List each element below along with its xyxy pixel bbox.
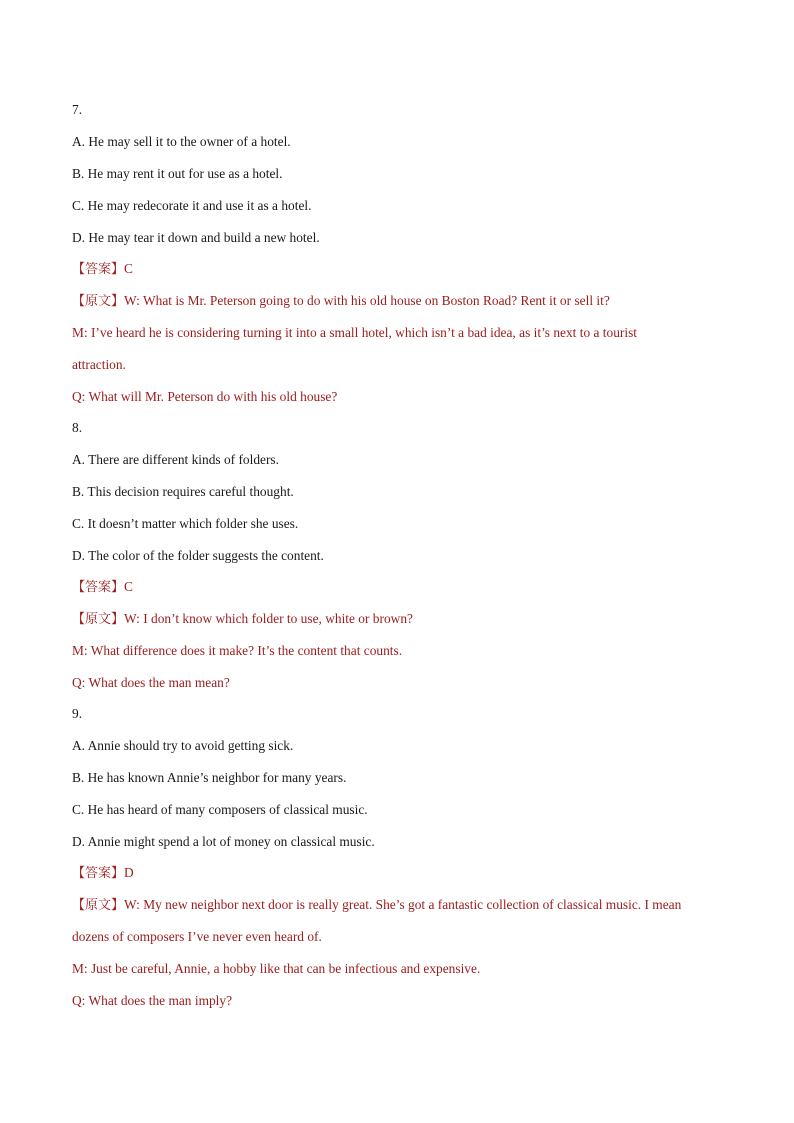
- answer-line: [72, 579, 133, 596]
- transcript-label: 【原文】: [72, 294, 125, 309]
- transcript-label: 【原文】: [72, 898, 125, 913]
- transcript-text: attraction.: [72, 357, 126, 372]
- transcript-text: W: My new neighbor next door is really great. She’s got a fantastic collection of classical music. I mean: [124, 897, 682, 912]
- option-d: D. He may tear it down and build a new hotel.: [72, 230, 320, 245]
- transcript-text: W: I don’t know which folder to use, white or brown?: [124, 611, 413, 626]
- transcript-line: [72, 611, 413, 628]
- transcript-line: [72, 293, 610, 310]
- transcript-line: [72, 897, 681, 914]
- transcript-text: M: I’ve heard he is considering turning it into a small hotel, which isn’t a bad idea, as it’s next to a tourist: [72, 325, 638, 340]
- option-c: C. He has heard of many composers of classical music.: [72, 802, 368, 817]
- answer-label: 【答案】: [72, 866, 125, 881]
- transcript-text: M: What difference does it make? It’s the content that counts.: [72, 643, 403, 658]
- question-number: 8.: [72, 420, 83, 435]
- option-b: B. This decision requires careful thought.: [72, 484, 294, 499]
- option-d: D. The color of the folder suggests the content.: [72, 548, 324, 563]
- transcript-question: Q: What does the man imply?: [72, 993, 233, 1008]
- transcript-text: W: What is Mr. Peterson going to do with his old house on Boston Road? Rent it or sell it?: [124, 293, 610, 308]
- transcript-question: Q: What does the man mean?: [72, 675, 230, 690]
- transcript-label: 【原文】: [72, 612, 125, 627]
- option-c: C. He may redecorate it and use it as a hotel.: [72, 198, 312, 213]
- answer-line: [72, 261, 133, 278]
- answer-value: D: [124, 865, 134, 880]
- option-a: A. Annie should try to avoid getting sick.: [72, 738, 294, 753]
- question-number: 9.: [72, 706, 83, 721]
- option-c: C. It doesn’t matter which folder she uses.: [72, 516, 299, 531]
- answer-label: 【答案】: [72, 262, 125, 277]
- transcript-text: dozens of composers I’ve never even heard of.: [72, 929, 322, 944]
- answer-line: [72, 865, 134, 882]
- option-b: B. He may rent it out for use as a hotel.: [72, 166, 283, 181]
- answer-label: 【答案】: [72, 580, 125, 595]
- option-d: D. Annie might spend a lot of money on classical music.: [72, 834, 375, 849]
- option-b: B. He has known Annie’s neighbor for many years.: [72, 770, 347, 785]
- option-a: A. There are different kinds of folders.: [72, 452, 279, 467]
- transcript-text: M: Just be careful, Annie, a hobby like that can be infectious and expensive.: [72, 961, 481, 976]
- option-a: A. He may sell it to the owner of a hotel.: [72, 134, 291, 149]
- answer-value: C: [124, 579, 133, 594]
- answer-value: C: [124, 261, 133, 276]
- question-number: 7.: [72, 102, 83, 117]
- transcript-question: Q: What will Mr. Peterson do with his old house?: [72, 389, 338, 404]
